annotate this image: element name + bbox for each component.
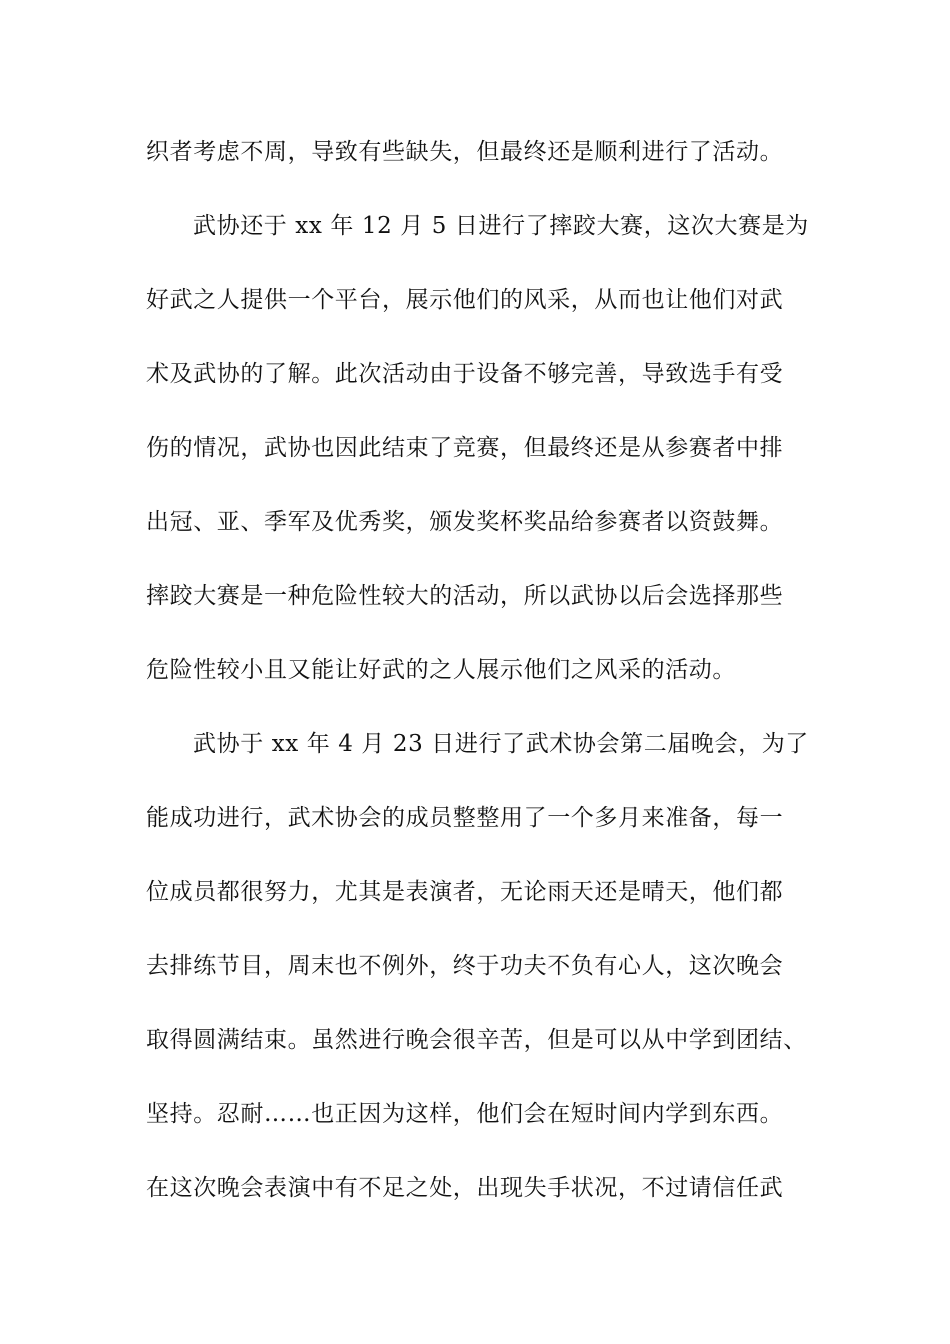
text-line: 摔跤大赛是一种危险性较大的活动，所以武协以后会选择那些	[146, 583, 784, 609]
text-line: 取得圆满结束。虽然进行晚会很辛苦，但是可以从中学到团结、	[146, 1027, 807, 1053]
text-line: 织者考虑不周，导致有些缺失，但最终还是顺利进行了活动。	[146, 139, 784, 165]
text-line: 坚持。忍耐……也正因为这样，他们会在短时间内学到东西。	[146, 1101, 784, 1127]
text-line: 出冠、亚、季军及优秀奖，颁发奖杯奖品给参赛者以资鼓舞。	[146, 509, 784, 535]
text-line: 伤的情况，武协也因此结束了竞赛，但最终还是从参赛者中排	[146, 435, 784, 461]
text-line: 武协还于 xx 年 12 月 5 日进行了摔跤大赛，这次大赛是为	[193, 213, 809, 239]
text-line: 去排练节目，周末也不例外，终于功夫不负有心人，这次晚会	[146, 953, 784, 979]
text-line: 在这次晚会表演中有不足之处，出现失手状况，不过请信任武	[146, 1175, 784, 1201]
text-line: 术及武协的了解。此次活动由于设备不够完善，导致选手有受	[146, 361, 784, 387]
text-line: 武协于 xx 年 4 月 23 日进行了武术协会第二届晚会，为了	[193, 731, 809, 757]
text-line: 能成功进行，武术协会的成员整整用了一个多月来准备，每一	[146, 805, 784, 831]
text-line: 位成员都很努力，尤其是表演者，无论雨天还是晴天，他们都	[146, 879, 784, 905]
text-line: 好武之人提供一个平台，展示他们的风采，从而也让他们对武	[146, 287, 784, 313]
text-line: 危险性较小且又能让好武的之人展示他们之风采的活动。	[146, 657, 736, 683]
